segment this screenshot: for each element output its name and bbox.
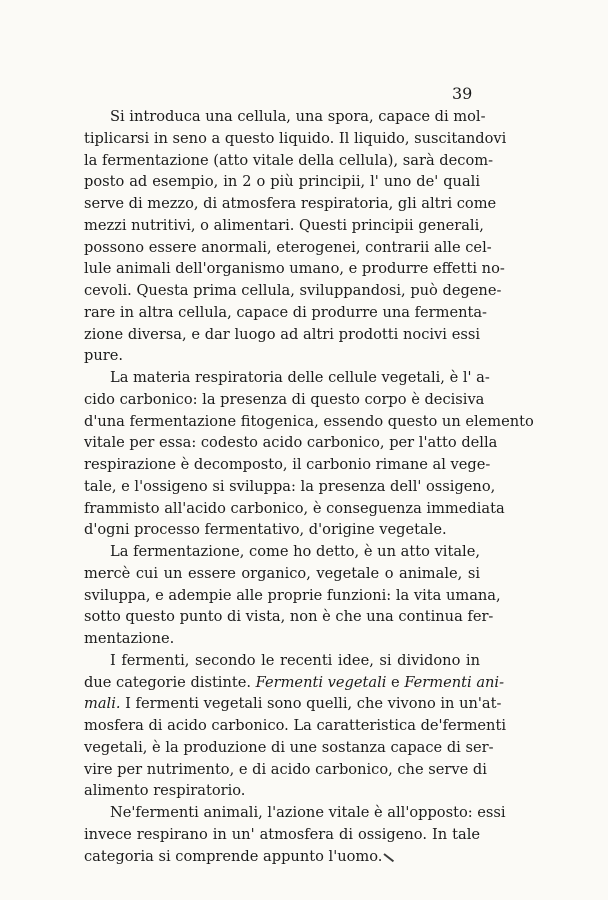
text-line: I fermenti, secondo le recenti idee, si dividono in [110,651,480,669]
text-line: mosfera di acido carbonico. La caratteristica de'fermenti [84,717,506,734]
text-line: pure. [84,347,123,365]
text-line: vegetali, è la produzione di une sostanza capace di ser- [84,738,494,756]
text-line: vitale per essa: codesto acido carbonico, per l'atto della [84,434,498,452]
text-line: zione diversa, e dar luogo ad altri prodotti nocivi essi [84,325,480,343]
text-line: sotto questo punto di vista, non è che una continua fer- [84,608,494,626]
text-line: sviluppa, e adempie alle proprie funzioni: la vita umana, [84,586,501,604]
text-line: invece respirano in un' atmosfera di ossigeno. In tale [84,825,480,843]
text-run: categoria si comprende appunto l'uomo. [84,847,383,865]
text-line: mercè cui un essere organico, vegetale o animale, si [84,564,480,582]
paragraph-2 [84,367,534,541]
text-line: possono essere anormali, eterogenei, contrarii alle cel- [84,238,492,256]
text-line: respirazione è decomposto, il carbonio rimane al vege- [84,456,491,473]
italic-term: Fermenti vegetali [255,673,387,691]
paragraph-5 [84,802,506,867]
text-line: alimento respiratorio. [84,782,246,800]
text-run: due categorie distinte. [84,673,256,691]
text-run: e [386,673,405,691]
paragraph-3 [84,541,501,650]
text-line: cido carbonico: la presenza di questo corpo è decisiva [84,390,485,408]
text-line: tale, e l'ossigeno si sviluppa: la presenza dell' ossigeno, [84,477,496,495]
italic-term: Fermenti ani- [404,673,505,691]
text-line: mezzi nutritivi, o alimentari. Questi principii generali, [84,216,484,234]
text-line: serve di mezzo, di atmosfera respiratoria, gli altri come [84,195,497,212]
text-line: posto ad esempio, in 2 o più principii, l' uno de' quali [84,173,480,191]
paragraph-4 [84,650,506,802]
text-run: I fermenti vegetali sono quelli, che vivono in un'at- [120,695,502,713]
page-number: 39 [452,84,473,103]
body-text [84,106,534,867]
text-line: La fermentazione, come ho detto, è un atto vitale, [110,543,480,560]
text-line: Si introduca una cellula, una spora, capace di mol- [110,108,486,125]
text-line: frammisto all'acido carbonico, è conseguenza immediata [84,499,505,517]
text-line: mentazione. [84,630,175,647]
paragraph-1 [84,106,507,367]
text-line: tiplicarsi in seno a questo liquido. Il liquido, suscitandovi [84,129,507,147]
text-line: La materia respiratoria delle cellule vegetali, è l' a- [110,369,490,386]
text-line: rare in altra cellula, capace di produrre una fermenta- [84,303,487,321]
text-line: la fermentazione (atto vitale della cellula), sarà decom- [84,151,493,169]
text-line-final [84,846,480,868]
text-line-with-italic [84,672,505,694]
text-line: cevoli. Questa prima cellula, sviluppandosi, può degene- [84,282,502,299]
pen-mark-icon [382,851,396,863]
text-line: Ne'fermenti animali, l'azione vitale è all'opposto: essi [110,804,506,821]
text-line: vire per nutrimento, e di acido carbonico, che serve di [84,760,487,778]
text-line-with-italic [84,693,502,715]
text-line: d'ogni processo fermentativo, d'origine vegetale. [84,521,447,539]
italic-term: mali. [84,695,121,713]
text-line: lule animali dell'organismo umano, e produrre effetti no- [84,260,505,278]
text-line: d'una fermentazione fitogenica, essendo questo un elemento [84,412,534,430]
